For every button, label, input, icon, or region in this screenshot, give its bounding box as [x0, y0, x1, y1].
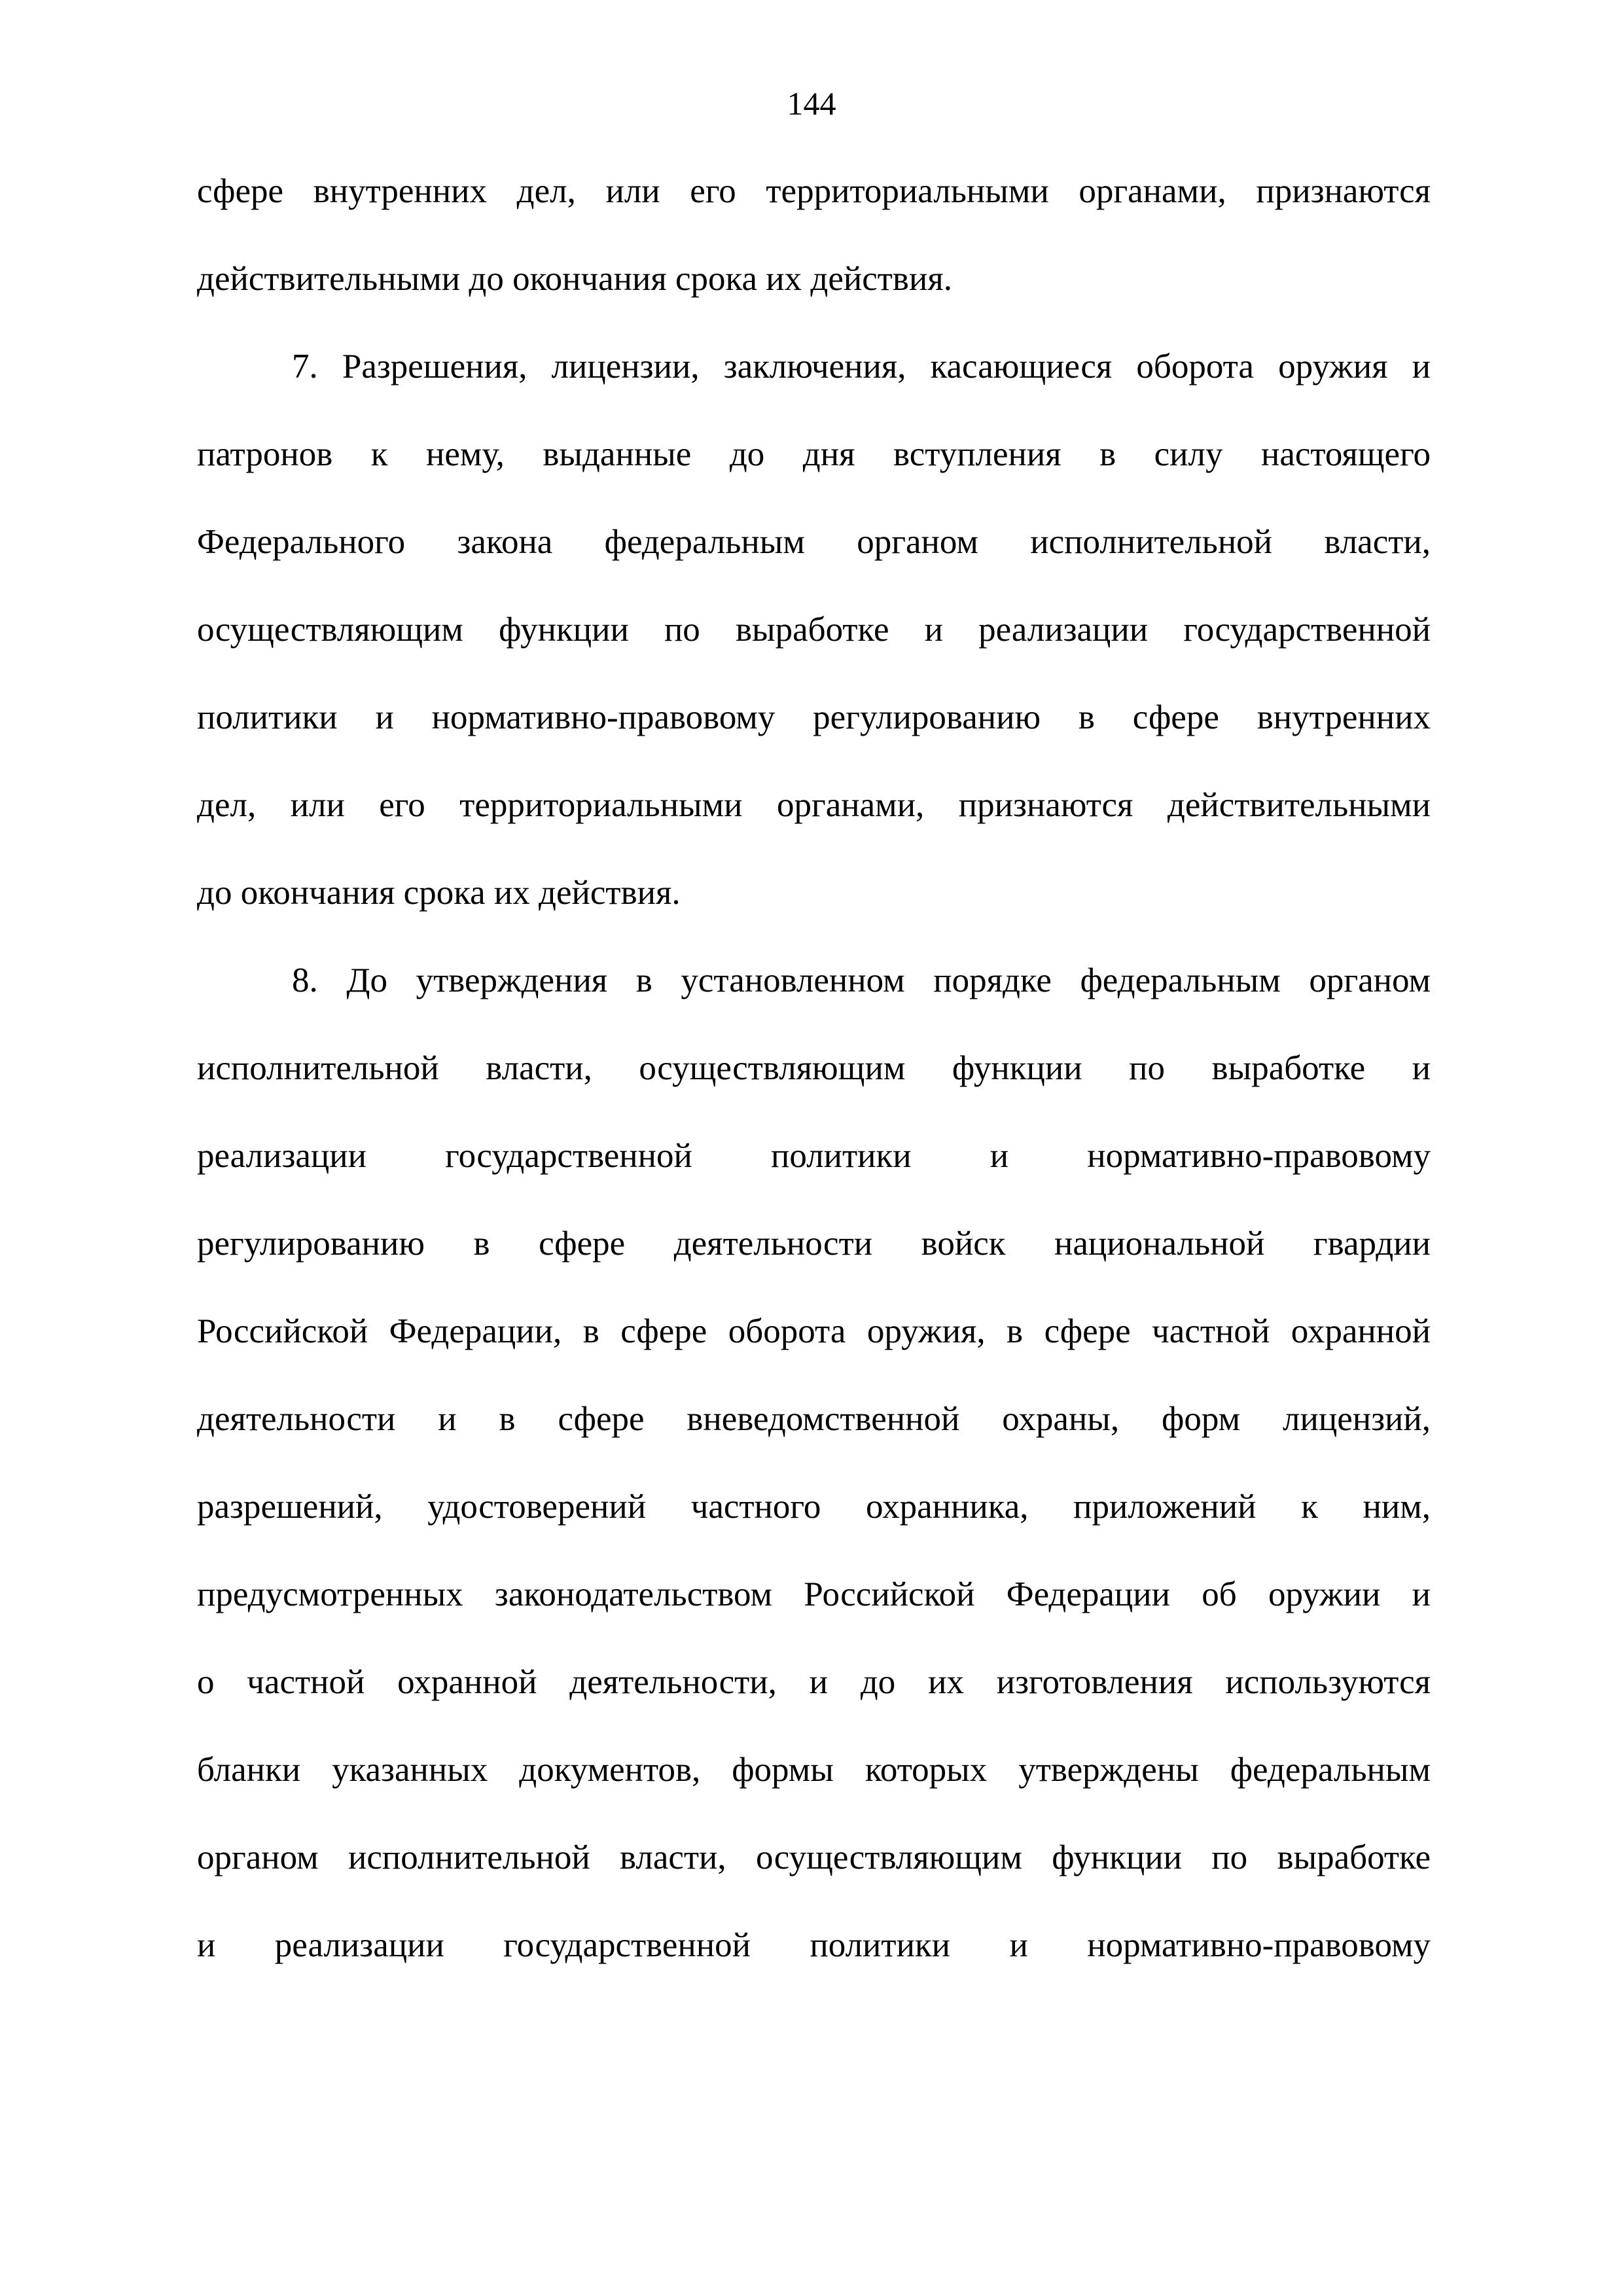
- text-line: реализации государственной политики и нормативно-правовому: [197, 1137, 1431, 1175]
- text-line: до окончания срока их действия.: [197, 874, 681, 912]
- paragraph-item-8: [197, 937, 1431, 1989]
- document-body: [197, 147, 1431, 1989]
- text-line: действительными до окончания срока их действия.: [197, 260, 952, 298]
- text-line: осуществляющим функции по выработке и реализации государственной: [197, 611, 1431, 649]
- text-line: бланки указанных документов, формы которых утверждены федеральным: [197, 1751, 1431, 1789]
- text-line: политики и нормативно-правовому регулированию в сфере внутренних: [197, 698, 1431, 736]
- text-line: о частной охранной деятельности, и до их изготовления используются: [197, 1663, 1431, 1701]
- page-number: 144: [787, 85, 836, 122]
- text-line: и реализации государственной политики и нормативно-правовому: [197, 1926, 1431, 1964]
- paragraph-continuation: [197, 147, 1431, 323]
- text-line: исполнительной власти, осуществляющим функции по выработке и: [197, 1049, 1431, 1087]
- text-line: регулированию в сфере деятельности войск национальной гвардии: [197, 1225, 1431, 1263]
- text-line: дел, или его территориальными органами, признаются действительными: [197, 786, 1431, 824]
- text-line: деятельности и в сфере вневедомственной охраны, форм лицензий,: [197, 1400, 1431, 1438]
- text-line: разрешений, удостоверений частного охранника, приложений к ним,: [197, 1488, 1431, 1526]
- text-line: предусмотренных законодательством Российской Федерации об оружии и: [197, 1575, 1431, 1613]
- text-line: патронов к нему, выданные до дня вступления в силу настоящего: [197, 435, 1431, 473]
- text-line: сфере внутренних дел, или его территориальными органами, признаются: [197, 172, 1431, 210]
- text-line: органом исполнительной власти, осуществляющим функции по выработке: [197, 1839, 1431, 1876]
- text-line: Федерального закона федеральным органом исполнительной власти,: [197, 523, 1431, 561]
- paragraph-item-7: [197, 323, 1431, 937]
- text-line: Российской Федерации, в сфере оборота оружия, в сфере частной охранной: [197, 1312, 1431, 1350]
- text-line: 8. До утверждения в установленном порядке федеральным органом: [292, 961, 1431, 999]
- text-line: 7. Разрешения, лицензии, заключения, касающиеся оборота оружия и: [292, 348, 1431, 386]
